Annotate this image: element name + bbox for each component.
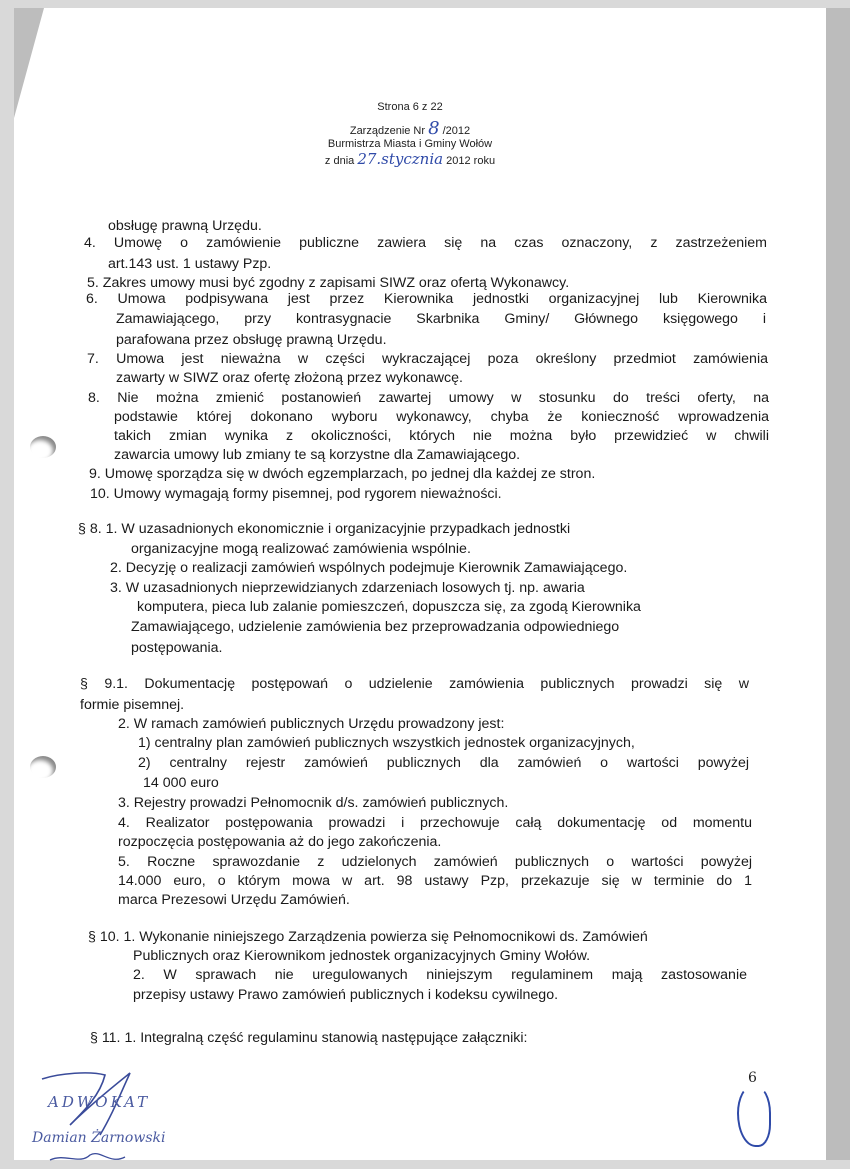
text-line: Publicznych oraz Kierownikom jednostek organizacyjnych Gminy Wołów. (133, 948, 591, 964)
text-line: 5. Zakres umowy musi być zgodny z zapisami SIWZ oraz ofertą Wykonawcy. (87, 275, 570, 291)
text-line: 4. Realizator postępowania prowadzi i przechowuje całą dokumentację od momentu (118, 815, 752, 831)
text-line: marca Prezesowi Urzędu Zamówień. (118, 892, 350, 908)
page-fold-corner (14, 8, 44, 118)
text-line: zawarty w SIWZ oraz ofertę złożoną przez wykonawcę. (116, 370, 463, 386)
text-line: § 9.1. Dokumentację postępowań o udzielenie zamówienia publicznych prowadzi się w (80, 676, 749, 692)
text-line: 2. W ramach zamówień publicznych Urzędu prowadzony jest: (118, 716, 505, 732)
text-line: postępowania. (131, 640, 223, 656)
text-line: § 11. 1. Integralną część regulaminu stanowią następujące załączniki: (90, 1030, 528, 1046)
text-line: podstawie której dokonano wyboru wykonawcy, chyba że konieczność wprowadzenia (114, 409, 769, 425)
stamp-name: Damian Żarnowski (32, 1130, 166, 1146)
text-line: 2. Decyzję o realizacji zamówień wspólnych podejmuje Kierownik Zamawiającego. (110, 560, 628, 576)
text-line: 3. W uzasadnionych nieprzewidzianych zdarzeniach losowych tj. np. awaria (110, 580, 585, 596)
text-line: § 10. 1. Wykonanie niniejszego Zarządzenia powierza się Pełnomocnikowi ds. Zamówień (88, 929, 648, 945)
text-line: 5. Roczne sprawozdanie z udzielonych zamówień publicznych o wartości powyżej (118, 854, 752, 870)
text-line: 2) centralny rejestr zamówień publicznych dla zamówień o wartości powyżej (138, 755, 749, 771)
text-line: obsługę prawną Urzędu. (108, 218, 262, 234)
date-handwritten: 27.stycznia (357, 150, 444, 168)
text-line: rozpoczęcia postępowania aż do jego zakończenia. (118, 834, 442, 850)
text-line: 2. W sprawach nie uregulowanych niniejszym regulaminem mają zastosowanie (133, 967, 747, 983)
issuer-line: Burmistrza Miasta i Gminy Wołów (327, 138, 493, 150)
date-prefix: z dnia (324, 155, 355, 167)
order-prefix: Zarządzenie Nr (349, 125, 426, 137)
text-line: organizacyjne mogą realizować zamówienia wspólnie. (131, 541, 471, 557)
text-line: art.143 ust. 1 ustawy Pzp. (108, 256, 272, 272)
date-suffix: 2012 roku (446, 155, 496, 167)
initials-mark-icon (737, 1085, 771, 1147)
text-line: 14.000 euro, o którym mowa w art. 98 ustawy Pzp, przekazuje się w terminie do 1 (118, 873, 752, 889)
text-line: zawarcia umowy lub zmiany te są korzystne dla Zamawiającego. (114, 447, 521, 463)
text-line: § 8. 1. W uzasadnionych ekonomicznie i organizacyjnie przypadkach jednostki (78, 521, 571, 537)
order-suffix: /2012 (442, 125, 471, 137)
text-line: 1) centralny plan zamówień publicznych wszystkich jednostek organizacyjnych, (138, 735, 635, 751)
text-line: komputera, pieca lub zalanie pomieszczeń, dopuszcza się, za zgodą Kierownika (137, 599, 641, 615)
text-line: przepisy ustawy Prawo zamówień publicznych i kodeksu cywilnego. (133, 987, 559, 1003)
stamp-title: ADWOKAT (48, 1093, 151, 1111)
order-number-line (300, 118, 520, 139)
text-line: Zamawiającego, przy kontrasygnacie Skarbnika Gminy/ Głównego księgowego i (116, 311, 766, 327)
text-line: takich zmian wynika z okoliczności, których nie można było przewidzieć w chwili (114, 428, 769, 444)
page-counter: Strona 6 z 22 (377, 101, 443, 113)
punch-hole-top (30, 436, 56, 458)
text-line: 10. Umowy wymagają formy pisemnej, pod rygorem nieważności. (90, 486, 502, 502)
text-line: 9. Umowę sporządza się w dwóch egzemplarzach, po jednej dla każdej ze stron. (89, 466, 596, 482)
text-line: 6. Umowa podpisywana jest przez Kierownika jednostki organizacyjnej lub Kierownika (86, 291, 767, 307)
punch-hole-bottom (30, 756, 56, 778)
text-line: formie pisemnej. (80, 697, 185, 713)
text-line: 3. Rejestry prowadzi Pełnomocnik d/s. zamówień publicznych. (118, 795, 509, 811)
text-line: 8. Nie można zmienić postanowień zawartej umowy w stosunku do treści oferty, na (88, 390, 769, 406)
text-line: 4. Umowę o zamówienie publiczne zawiera się na czas oznaczony, z zastrzeżeniem (84, 235, 767, 251)
text-line: parafowana przez obsługę prawną Urzędu. (116, 332, 387, 348)
text-line: 14 000 euro (143, 775, 219, 791)
handwritten-page-number: 6 (748, 1070, 757, 1086)
scan-background-edge (826, 8, 850, 1160)
date-line (300, 150, 520, 168)
text-line: Zamawiającego, udzielenie zamówienia bez przeprowadzania odpowiedniego (131, 619, 620, 635)
text-line: 7. Umowa jest nieważna w części wykraczającej poza określony przedmiot zamówienia (87, 351, 768, 367)
order-number-handwritten: 8 (428, 118, 440, 139)
handwritten-signature-icon (30, 1065, 200, 1169)
